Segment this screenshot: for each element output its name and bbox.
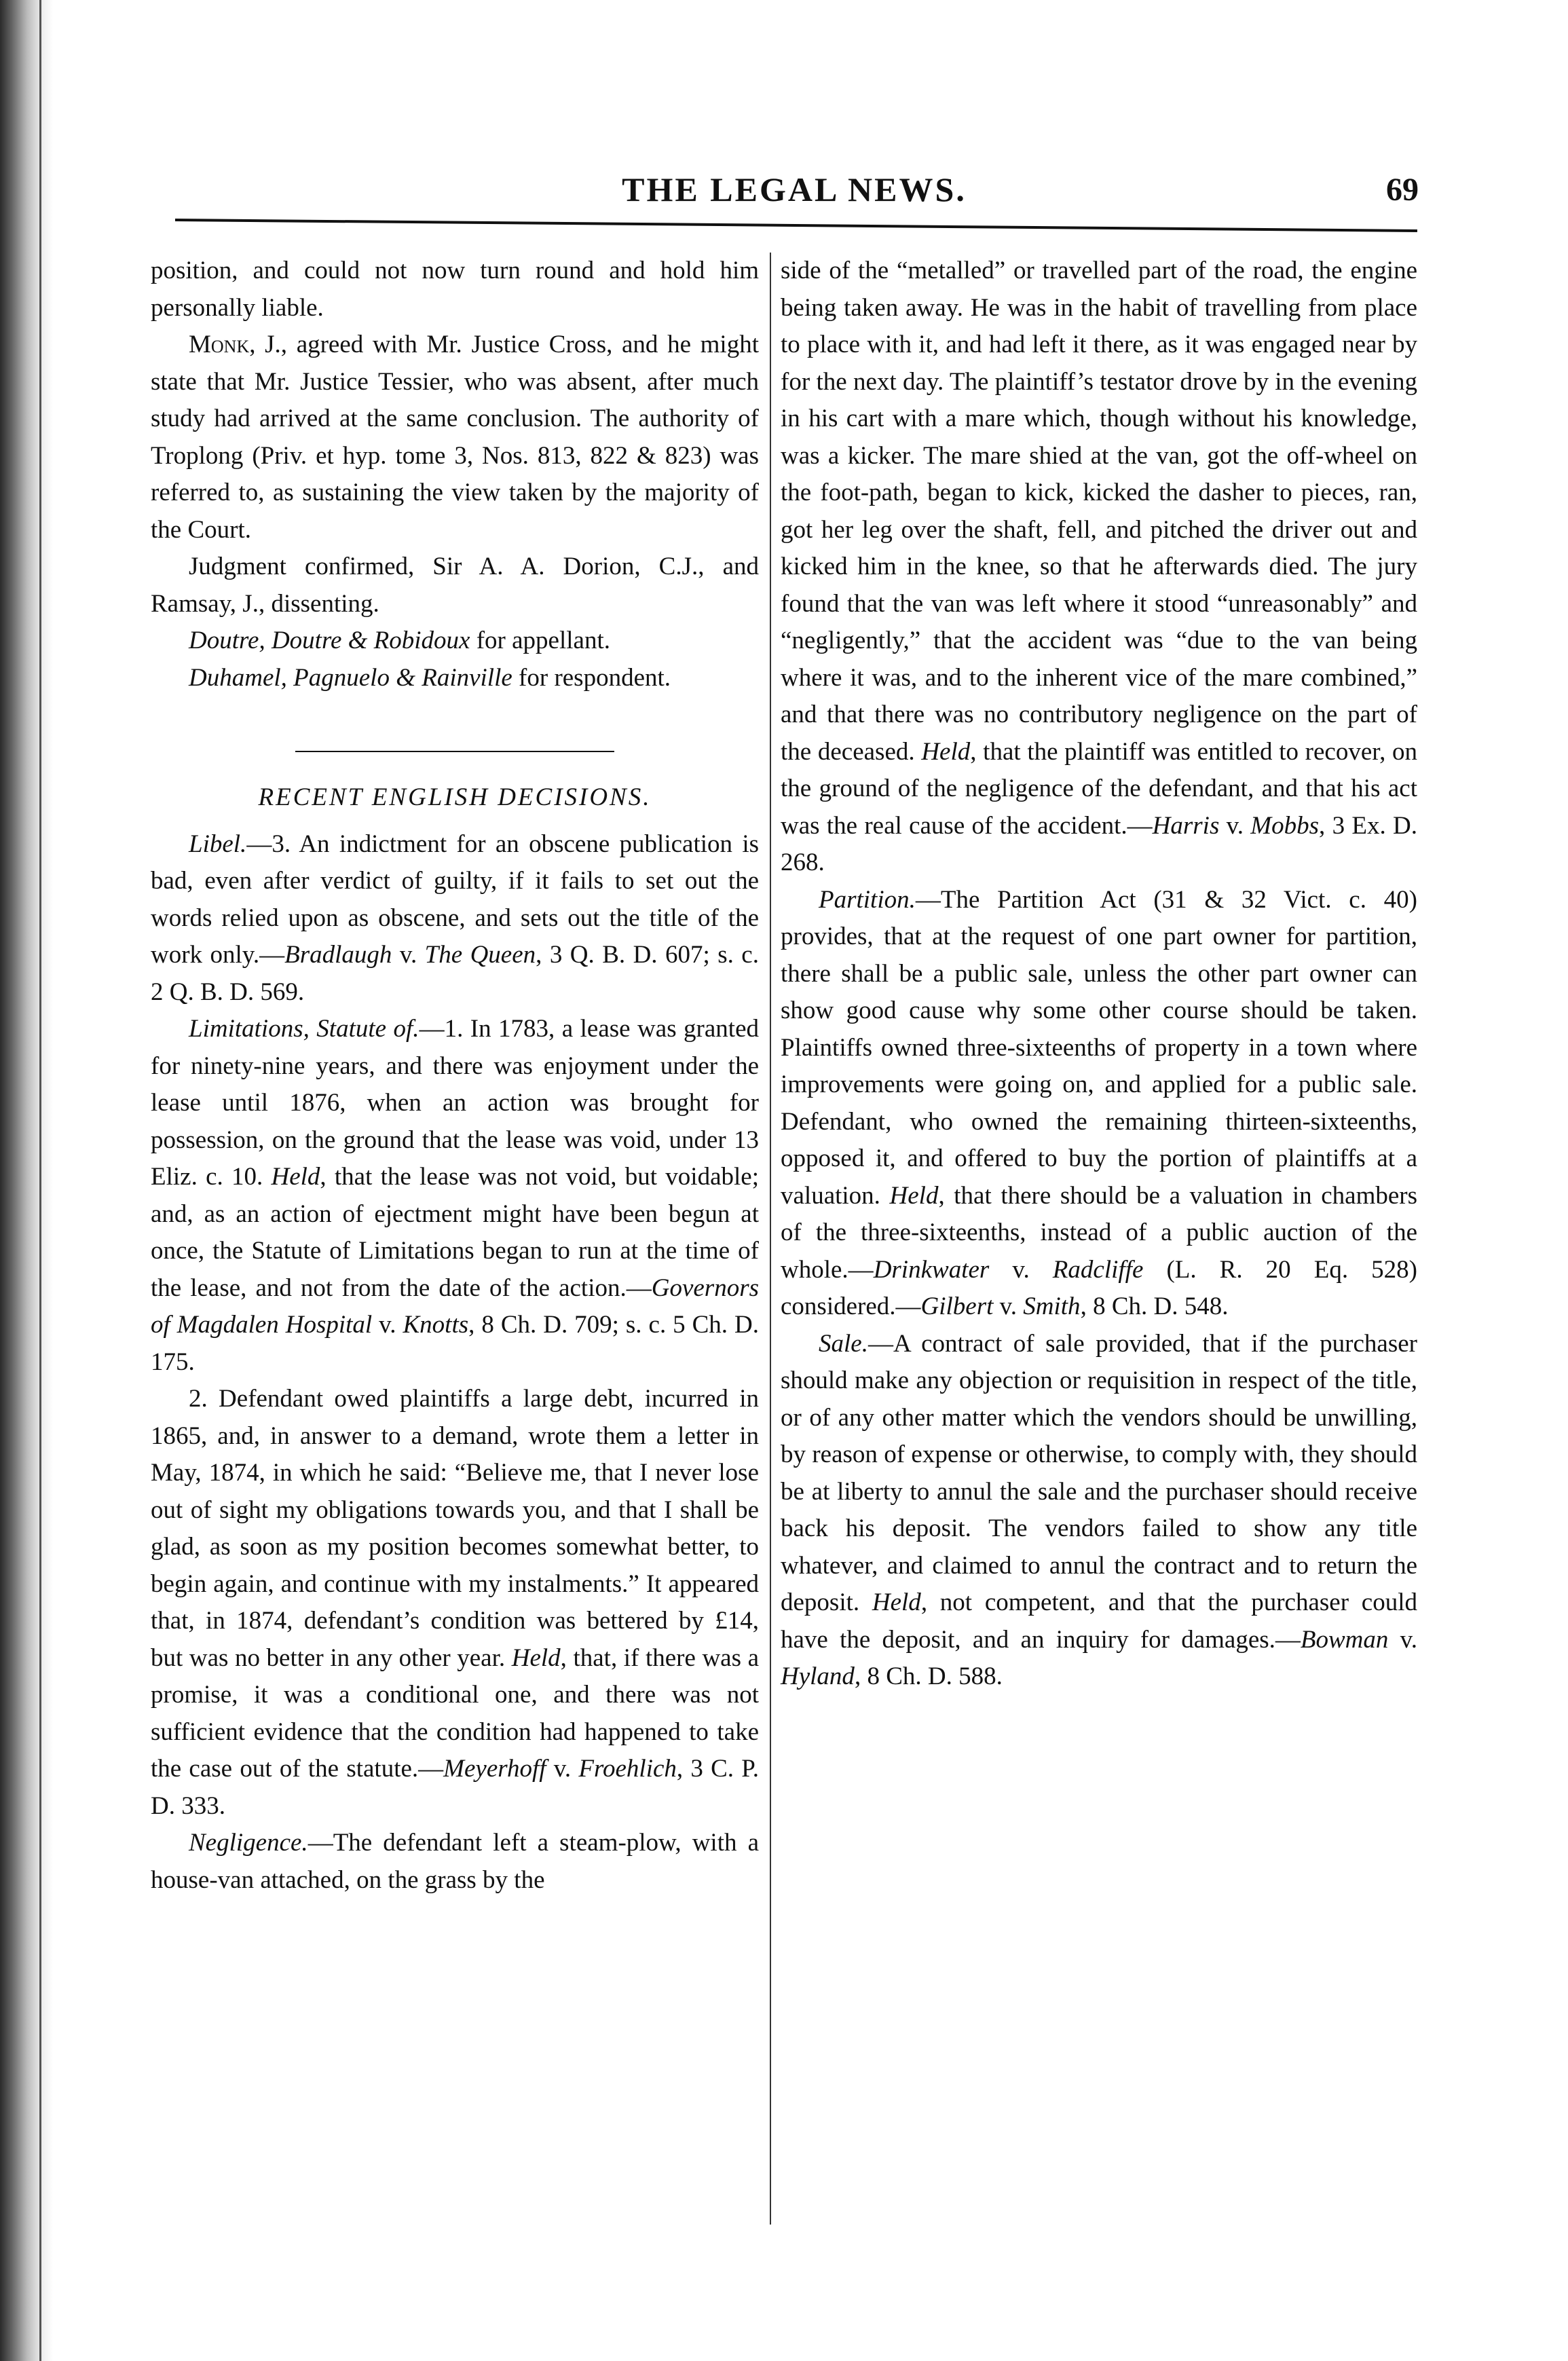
libel-entry <box>151 826 759 1011</box>
case-party: Froehlich <box>578 1755 677 1783</box>
case-party: Gilbert <box>920 1293 994 1320</box>
entry-text: side of the “metalled” or travelled part of the road, the engine being taken away. He was in the habit of travelling from place to place with it, and had left it there, as it was engaged near by for the next day. The plaintiff’s testator drove by in the evening in his cart with a mare which, though without his knowledge, was a kicker. The mare shied at the van, got the off-wheel on the foot-path, began to kick, kicked the dasher to pieces, ran, got her leg over the shaft, fell, and pitched the driver out and kicked him in the knee, so that he afterwards died. The jury found that the van was left where it stood “unreasonably” and “negligently,” that the accident was “due to the van being where it was, and to the inherent vice of the mare combined,” and that there was no contributory negligence on the part of the deceased. <box>781 257 1417 766</box>
held-word: Held <box>271 1163 320 1191</box>
appellant-counsel-suffix: for appellant. <box>470 627 610 654</box>
case-party: Harris <box>1152 811 1220 840</box>
case-party: Bowman <box>1300 1625 1389 1654</box>
page-number: 69 <box>1386 172 1419 208</box>
entry-text: —1. In 1783, a lease was granted for ninety-nine years, and there was enjoyment under the lease until 1876, when an action was brought for possession, on the ground that the lease was void, under 13 Eliz. c. 10. <box>151 1015 759 1191</box>
case-party: The Queen <box>424 941 536 969</box>
case-versus: v. <box>372 1311 403 1339</box>
limitations-entry <box>151 1011 759 1381</box>
limitations-item-2 <box>151 1381 759 1825</box>
entry-text: , that there should be a valuation in chambers of the three-sixteenths, instead of a public auction of the whole.— <box>781 1181 1417 1284</box>
page-header <box>170 170 1419 224</box>
judge-name: Monk <box>189 331 250 358</box>
entry-text: —The defendant left a steam-plow, with a house-van attached, on the grass by the <box>151 1829 759 1894</box>
negligence-continuation <box>781 253 1417 882</box>
entry-text: 2. Defendant owed plaintiffs a large debt, incurred in 1865, and, in answer to a demand, wrote them a letter in May, 1874, in which he said: “Believe me, that I never lose out of sight my obligations towards you, and that I shall be glad, as soon as my position becomes somewhat better, to begin again, and continue with my instalments.” It appeared that, in 1874, defendant’s condition was bettered by £14, but was no better in any other year. <box>151 1385 759 1672</box>
section-heading: RECENT ENGLISH DECISIONS. <box>258 783 652 811</box>
case-citation: , 3 Ex. D. 268. <box>781 811 1417 876</box>
partition-entry <box>781 882 1417 1326</box>
entry-head: Libel. <box>189 830 247 858</box>
case-party: Knotts <box>403 1311 469 1339</box>
entry-head: Negligence. <box>189 1829 308 1857</box>
judgment-text: Judgment confirmed, Sir A. A. Dorion, C.J., and Ramsay, J., dissenting. <box>151 553 759 618</box>
case-party: Mobbs <box>1250 811 1320 840</box>
sale-entry <box>781 1326 1417 1696</box>
held-word: Held <box>872 1588 921 1616</box>
entry-text: —The Partition Act (31 & 32 Vict. c. 40) provides, that at the request of one part owner for partition, there shall be a public sale, unless the other part owner can show good cause why some other course should be taken. Plaintiffs owned three-sixteenths of property in a town where improvements were going on, and applied for a public sale. Defendant, who owned the remaining thirteen-sixteenths, opposed it, and offered to buy the portion of plaintiffs at a valuation. <box>781 885 1417 1210</box>
case-citation: (L. R. 20 Eq. 528) considered.— <box>781 1255 1417 1320</box>
continuation-text: position, and could not now turn round and hold him personally liable. <box>151 257 759 322</box>
case-citation: , 8 Ch. D. 588. <box>854 1662 1003 1690</box>
binding-edge-line <box>39 0 41 2361</box>
right-column <box>781 253 1417 1696</box>
case-versus: v. <box>989 1255 1053 1284</box>
case-citation: , 8 Ch. D. 548. <box>1080 1293 1229 1320</box>
held-word: Held <box>921 737 971 766</box>
running-title: THE LEGAL NEWS. <box>622 170 967 208</box>
case-party: Bradlaugh <box>284 941 392 969</box>
entry-text: , that the lease was not void, but voidable; and, as an action of ejectment might have been begun at once, the Statute of Limitations began to run at the time of the lease, and not from the date of the action.— <box>151 1163 759 1302</box>
held-word: Held <box>511 1643 561 1672</box>
respondent-counsel-paragraph <box>151 660 759 697</box>
appellant-counsel-names: Doutre, Doutre & Robidoux <box>189 627 470 654</box>
entry-head: Sale. <box>819 1329 868 1358</box>
held-word: Held <box>889 1181 939 1210</box>
monk-opinion-paragraph <box>151 327 759 549</box>
case-party: Hyland <box>781 1662 855 1690</box>
case-versus: v. <box>392 941 425 969</box>
entry-head: Limitations, Statute of. <box>189 1015 419 1043</box>
continuation-paragraph <box>151 253 759 327</box>
case-versus: v. <box>546 1755 579 1783</box>
left-column <box>151 253 759 1899</box>
case-party: Governors of Magdalen Hospital <box>151 1274 759 1339</box>
case-party: Drinkwater <box>873 1255 990 1284</box>
case-versus: v. <box>993 1293 1024 1320</box>
entry-text: , that, if there was a promise, it was a conditional one, and there was not sufficient evidence that the condition had happened to take the case out of the statute.— <box>151 1643 759 1783</box>
entry-text: —A contract of sale provided, that if the purchaser should make any objection or requisition in respect of the title, or of any other matter which the vendors should be unwilling, by reason of expense or otherwise, to comply with, they should be at liberty to annul the sale and the purchaser should receive back his deposit. The vendors failed to show any title whatever, and claimed to annul the contract and to return the deposit. <box>781 1329 1417 1616</box>
appellant-counsel-paragraph <box>151 622 759 660</box>
negligence-entry <box>151 1825 759 1899</box>
respondent-counsel-names: Duhamel, Pagnuelo & Rainville <box>189 663 512 692</box>
monk-opinion-text: , J., agreed with Mr. Justice Cross, and he might state that Mr. Justice Tessier, who was absent, after much study had arrived at the same conclusion. The authority of Troplong (Priv. et hyp. tome 3, Nos. 813, 822 & 823) was referred to, as sustaining the view taken by the majority of the Court. <box>151 331 759 544</box>
case-versus: v. <box>1388 1625 1417 1654</box>
entry-text: , not competent, and that the purchaser could have the deposit, and an inquiry for damages.— <box>781 1588 1417 1654</box>
binding-spine-shadow <box>0 0 53 2361</box>
case-citation: , 3 C. P. D. 333. <box>151 1755 759 1820</box>
entry-text: —3. An indictment for an obscene publication is bad, even after verdict of guilty, if it fails to set out the words relied upon as obscene, and sets out the title of the work only.— <box>151 830 759 969</box>
case-citation: , 3 Q. B. D. 607; s. c. 2 Q. B. D. 569. <box>151 941 759 1006</box>
case-versus: v. <box>1219 811 1251 840</box>
entry-head: Partition. <box>819 885 916 914</box>
case-citation: , 8 Ch. D. 709; s. c. 5 Ch. D. 175. <box>151 1311 759 1376</box>
section-divider-rule <box>295 751 614 752</box>
column-divider <box>770 253 771 2225</box>
respondent-counsel-suffix: for respondent. <box>512 663 671 692</box>
judgment-paragraph <box>151 549 759 622</box>
case-party: Meyerhoff <box>443 1755 546 1783</box>
case-party: Radcliffe <box>1052 1255 1144 1284</box>
case-party: Smith <box>1023 1293 1081 1320</box>
entry-text: , that the plaintiff was entitled to recover, on the ground of the negligence of the defendant, and that his act was the real cause of the accident.— <box>781 737 1418 840</box>
